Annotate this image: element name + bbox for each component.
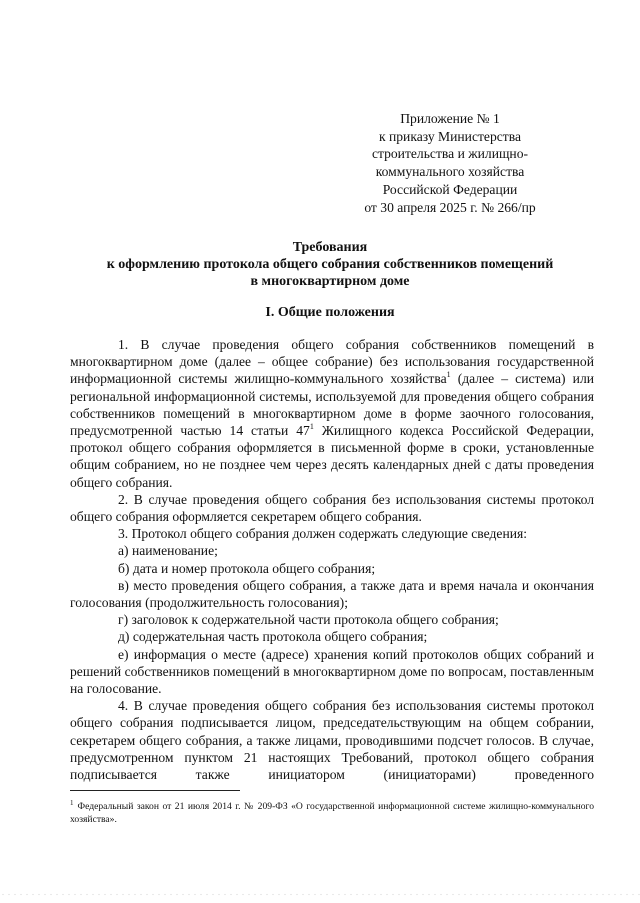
footnote-mark: 1 bbox=[70, 799, 74, 807]
appendix-line: Российской Федерации bbox=[382, 181, 518, 197]
document-body bbox=[70, 336, 594, 783]
document-title bbox=[66, 239, 594, 290]
appendix-line: от 30 апреля 2025 г. № 266/пр bbox=[364, 199, 536, 215]
appendix-line: к приказу Министерства bbox=[378, 128, 522, 144]
appendix-block bbox=[350, 110, 550, 216]
title-line: Требования bbox=[292, 240, 368, 255]
paragraph-text: 1. В случае проведения общего собрания собственников помещений в многоквартирном доме (далее – общее собрание) без использования государственной информационной системы жилищно-коммунального хозяйства bbox=[70, 337, 594, 387]
paragraph-text: (далее – система) или региональной информационной системы, используемой для проведения общего собрания собственников помещений в многоквартирном доме в форме заочного голосования, предусмотренной частью 14 статьи 47 bbox=[70, 371, 594, 439]
appendix-line: коммунального хозяйства bbox=[375, 164, 525, 180]
title-line: в многоквартирном доме bbox=[250, 274, 410, 289]
list-item-b: б) дата и номер протокола общего собрания; bbox=[118, 560, 376, 576]
list-item-e: е) информация о месте (адресе) хранения копий протоколов общих собраний и решений собственников помещений в многоквартирном доме по вопросам, поставленным на голосование. bbox=[70, 646, 594, 697]
footnote-reference: 1 bbox=[309, 422, 314, 432]
list-item-v: в) место проведения общего собрания, а также дата и время начала и окончания голосования (продолжительность голосования); bbox=[70, 577, 594, 611]
paragraph-4: 4. В случае проведения общего собрания без использования системы протокол общего собрания подписывается лицом, председательствующим на общем собрании, секретарем общего собрания, а также лицами, проводившими подсчет голосов. В случае, предусмотренном пунктом 21 настоящих Требований, протокол общего собрания подписывается также инициатором (инициаторами) проведенного bbox=[70, 698, 594, 783]
appendix-line: строительства и жилищно- bbox=[371, 146, 529, 162]
paragraph-2: 2. В случае проведения общего собрания без использования системы протокол общего собрания оформляется секретарем общего собрания. bbox=[70, 491, 594, 525]
footnote-text: Федеральный закон от 21 июля 2014 г. № 209-ФЗ «О государственной информационной системе жилищно-коммунального хозяйства». bbox=[70, 801, 594, 825]
footnote bbox=[70, 797, 594, 826]
list-item-g: г) заголовок к содержательной части протокола общего собрания; bbox=[118, 612, 499, 628]
footnote-separator bbox=[70, 790, 240, 791]
footnote-reference: 1 bbox=[446, 370, 451, 380]
paragraph-3: 3. Протокол общего собрания должен содержать следующие сведения: bbox=[118, 526, 528, 542]
appendix-line: Приложение № 1 bbox=[400, 111, 500, 126]
section-heading: I. Общие положения bbox=[265, 305, 395, 320]
list-item-a: а) наименование; bbox=[118, 543, 218, 559]
scan-noise bbox=[0, 893, 640, 896]
list-item-d: д) содержательная часть протокола общего собрания; bbox=[118, 629, 428, 645]
paragraph-text: Жилищного кодекса Российской Федерации, протокол общего собрания оформляется в письменной форме в сроки, установленные общим собранием, но не позднее чем через десять календарных дней с даты проведения общего собрания. bbox=[70, 423, 594, 490]
paragraph-1 bbox=[70, 336, 594, 491]
title-line: к оформлению протокола общего собрания собственников помещений bbox=[106, 257, 554, 272]
